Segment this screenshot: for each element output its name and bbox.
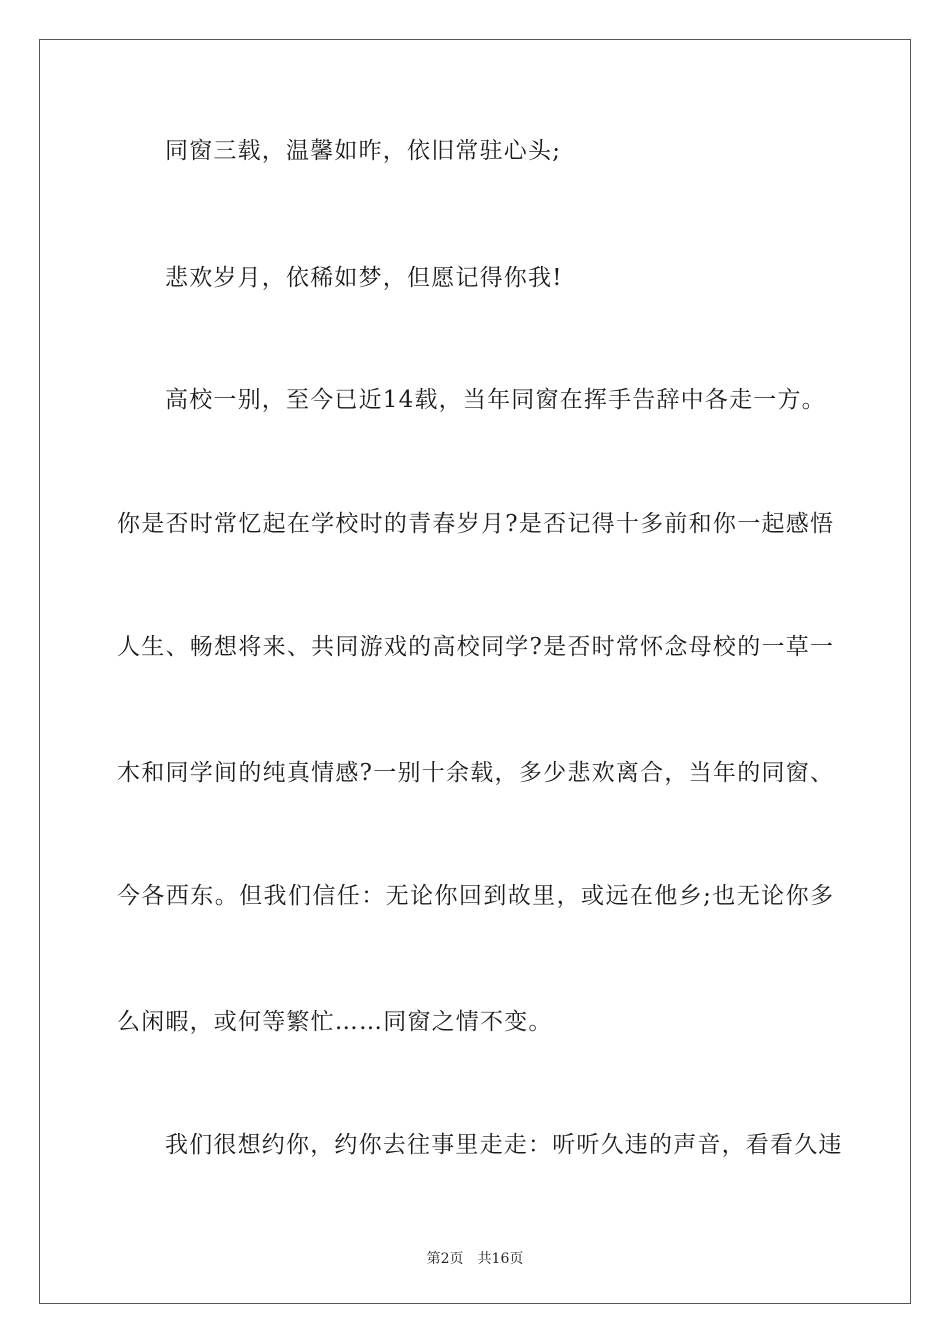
text-line: 人生、畅想将来、共同游戏的高校同学?是否时常怀念母校的一草一 — [117, 634, 833, 660]
text-line: 同窗三载，温馨如昨，依旧常驻心头; — [165, 138, 562, 164]
page-number-footer: 第2页 共16页 — [426, 1251, 524, 1267]
text-line: 今各西东。但我们信任：无论你回到故里，或远在他乡;也无论你多 — [117, 883, 833, 909]
text-line: 高校一别，至今已近14载，当年同窗在挥手告辞中各走一方。 — [165, 387, 826, 413]
text-line: 我们很想约你，约你去往事里走走：听听久违的声音，看看久违 — [165, 1132, 843, 1158]
text-line: 悲欢岁月，依稀如梦，但愿记得你我! — [165, 265, 563, 291]
text-line: 木和同学间的纯真情感?一别十余载，多少悲欢离合，当年的同窗、 — [117, 760, 833, 786]
text-line: 你是否时常忆起在学校时的青春岁月?是否记得十多前和你一起感悟 — [117, 511, 833, 537]
page-frame — [39, 39, 911, 1304]
text-line: 么闲暇，或何等繁忙……同窗之情不变。 — [117, 1009, 553, 1035]
